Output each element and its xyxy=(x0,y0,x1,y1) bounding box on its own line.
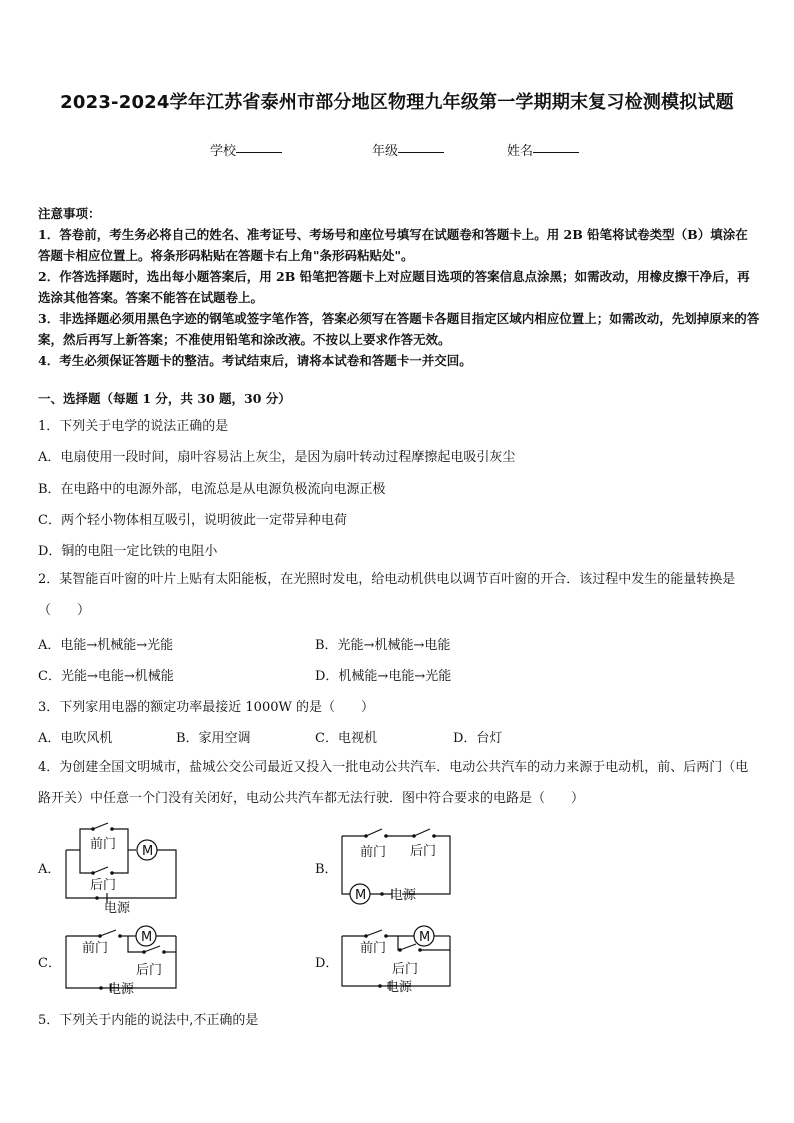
grade-field[interactable] xyxy=(372,140,398,159)
q4-circuit-a xyxy=(60,818,190,922)
q4-circuit-b xyxy=(338,824,458,918)
notice-heading: 注意事项： xyxy=(38,206,101,221)
grade-label: 年级 xyxy=(372,144,399,159)
motor-symbol: M xyxy=(142,844,154,859)
q2-stem: 2．某智能百叶窗的叶片上贴有太阳能板，在光照时发电，给电动机供电以调节百叶窗的开合．该过程中发生的能量转换是（ ） xyxy=(38,572,736,618)
q2-option-b: B．光能→机械能→电能 xyxy=(315,638,451,653)
front-door-label: 前门 xyxy=(90,837,117,852)
motor-symbol: M xyxy=(419,930,431,945)
power-source-label: 电源 xyxy=(386,980,413,995)
q2-option-c: C．光能→电能→机械能 xyxy=(38,669,174,684)
back-door-label: 后门 xyxy=(136,963,163,978)
q4-circuit-c xyxy=(60,922,190,1006)
school-field[interactable] xyxy=(210,140,236,159)
q2-option-d: D．机械能→电能→光能 xyxy=(315,669,452,684)
q4-option-a-label: A． xyxy=(38,862,61,877)
q4-stem: 4．为创建全国文明城市，盐城公交公司最近又投入一批电动公共汽车．电动公共汽车的动力来源于电动机，前、后两门（电路开关）中任意一个门没有关闭好，电动公共汽车都无法行驶．图中符合要求的电路是（ ） xyxy=(38,760,749,806)
grade-blank[interactable] xyxy=(398,140,444,153)
notice-item-4: 4．考生必须保证答题卡的整洁。考试结束后，请将本试卷和答题卡一并交回。 xyxy=(38,353,472,368)
section-heading: 一、选择题（每题 1 分，共 30 题，30 分） xyxy=(38,391,291,406)
school-label: 学校 xyxy=(210,144,237,159)
back-door-label: 后门 xyxy=(90,878,117,893)
q1-option-c: C．两个轻小物体相互吸引，说明彼此一定带异种电荷 xyxy=(38,513,347,528)
q4-option-d-label: D． xyxy=(315,956,339,971)
front-door-label: 前门 xyxy=(82,941,109,956)
q3-stem: 3．下列家用电器的额定功率最接近 1000W 的是（ ） xyxy=(38,700,374,715)
notice-item-3: 3．非选择题必须用黑色字迹的钢笔或签字笔作答，答案必须写在答题卡各题目指定区域内相应位置上；如需改动，先划掉原来的答案，然后再写上新答案；不准使用铅笔和涂改液。不按以上要求作答无效。 xyxy=(38,311,760,347)
power-source-label: 电源 xyxy=(108,982,135,997)
back-door-label: 后门 xyxy=(392,962,419,977)
front-door-label: 前门 xyxy=(360,941,387,956)
q1-stem: 1．下列关于电学的说法正确的是 xyxy=(38,419,229,434)
motor-symbol: M xyxy=(141,930,153,945)
notice-item-2: 2．作答选择题时，选出每小题答案后，用 2B 铅笔把答题卡上对应题目选项的答案信息点涂黑；如需改动，用橡皮擦干净后，再选涂其他答案。答案不能答在试题卷上。 xyxy=(38,269,750,305)
power-source-label: 电源 xyxy=(390,888,417,903)
back-door-label: 后门 xyxy=(410,844,437,859)
q4-option-c-label: C． xyxy=(38,956,61,971)
q1-option-a: A．电扇使用一段时间，扇叶容易沾上灰尘，是因为扇叶转动过程摩擦起电吸引灰尘 xyxy=(38,450,516,465)
q3-option-c: C．电视机 xyxy=(315,731,377,746)
name-label: 姓名 xyxy=(507,144,534,159)
q1-option-b: B．在电路中的电源外部，电流总是从电源负极流向电源正极 xyxy=(38,482,386,497)
q4-option-b-label: B． xyxy=(315,862,338,877)
notice-block xyxy=(38,203,760,371)
q1-option-d: D．铜的电阻一定比铁的电阻小 xyxy=(38,544,218,559)
name-blank[interactable] xyxy=(533,140,579,153)
q3-option-b: B．家用空调 xyxy=(176,731,251,746)
q3-option-a: A．电吹风机 xyxy=(38,731,113,746)
q2-option-a: A．电能→机械能→光能 xyxy=(38,638,174,653)
page-title: 2023-2024学年江苏省泰州市部分地区物理九年级第一学期期末复习检测模拟试题 xyxy=(60,92,734,113)
power-source-label: 电源 xyxy=(104,901,131,916)
q5-stem: 5．下列关于内能的说法中,不正确的是 xyxy=(38,1013,259,1028)
name-field[interactable] xyxy=(507,140,533,159)
front-door-label: 前门 xyxy=(360,845,387,860)
q4-circuit-d xyxy=(338,920,458,1004)
notice-item-1: 1．答卷前，考生务必将自己的姓名、准考证号、考场号和座位号填写在试题卷和答题卡上。用 2B 铅笔将试卷类型（B）填涂在答题卡相应位置上。将条形码粘贴在答题卡右上角"条形码粘贴处"。 xyxy=(38,227,748,263)
motor-symbol: M xyxy=(355,888,367,903)
q3-option-d: D．台灯 xyxy=(453,731,503,746)
school-blank[interactable] xyxy=(236,140,282,153)
